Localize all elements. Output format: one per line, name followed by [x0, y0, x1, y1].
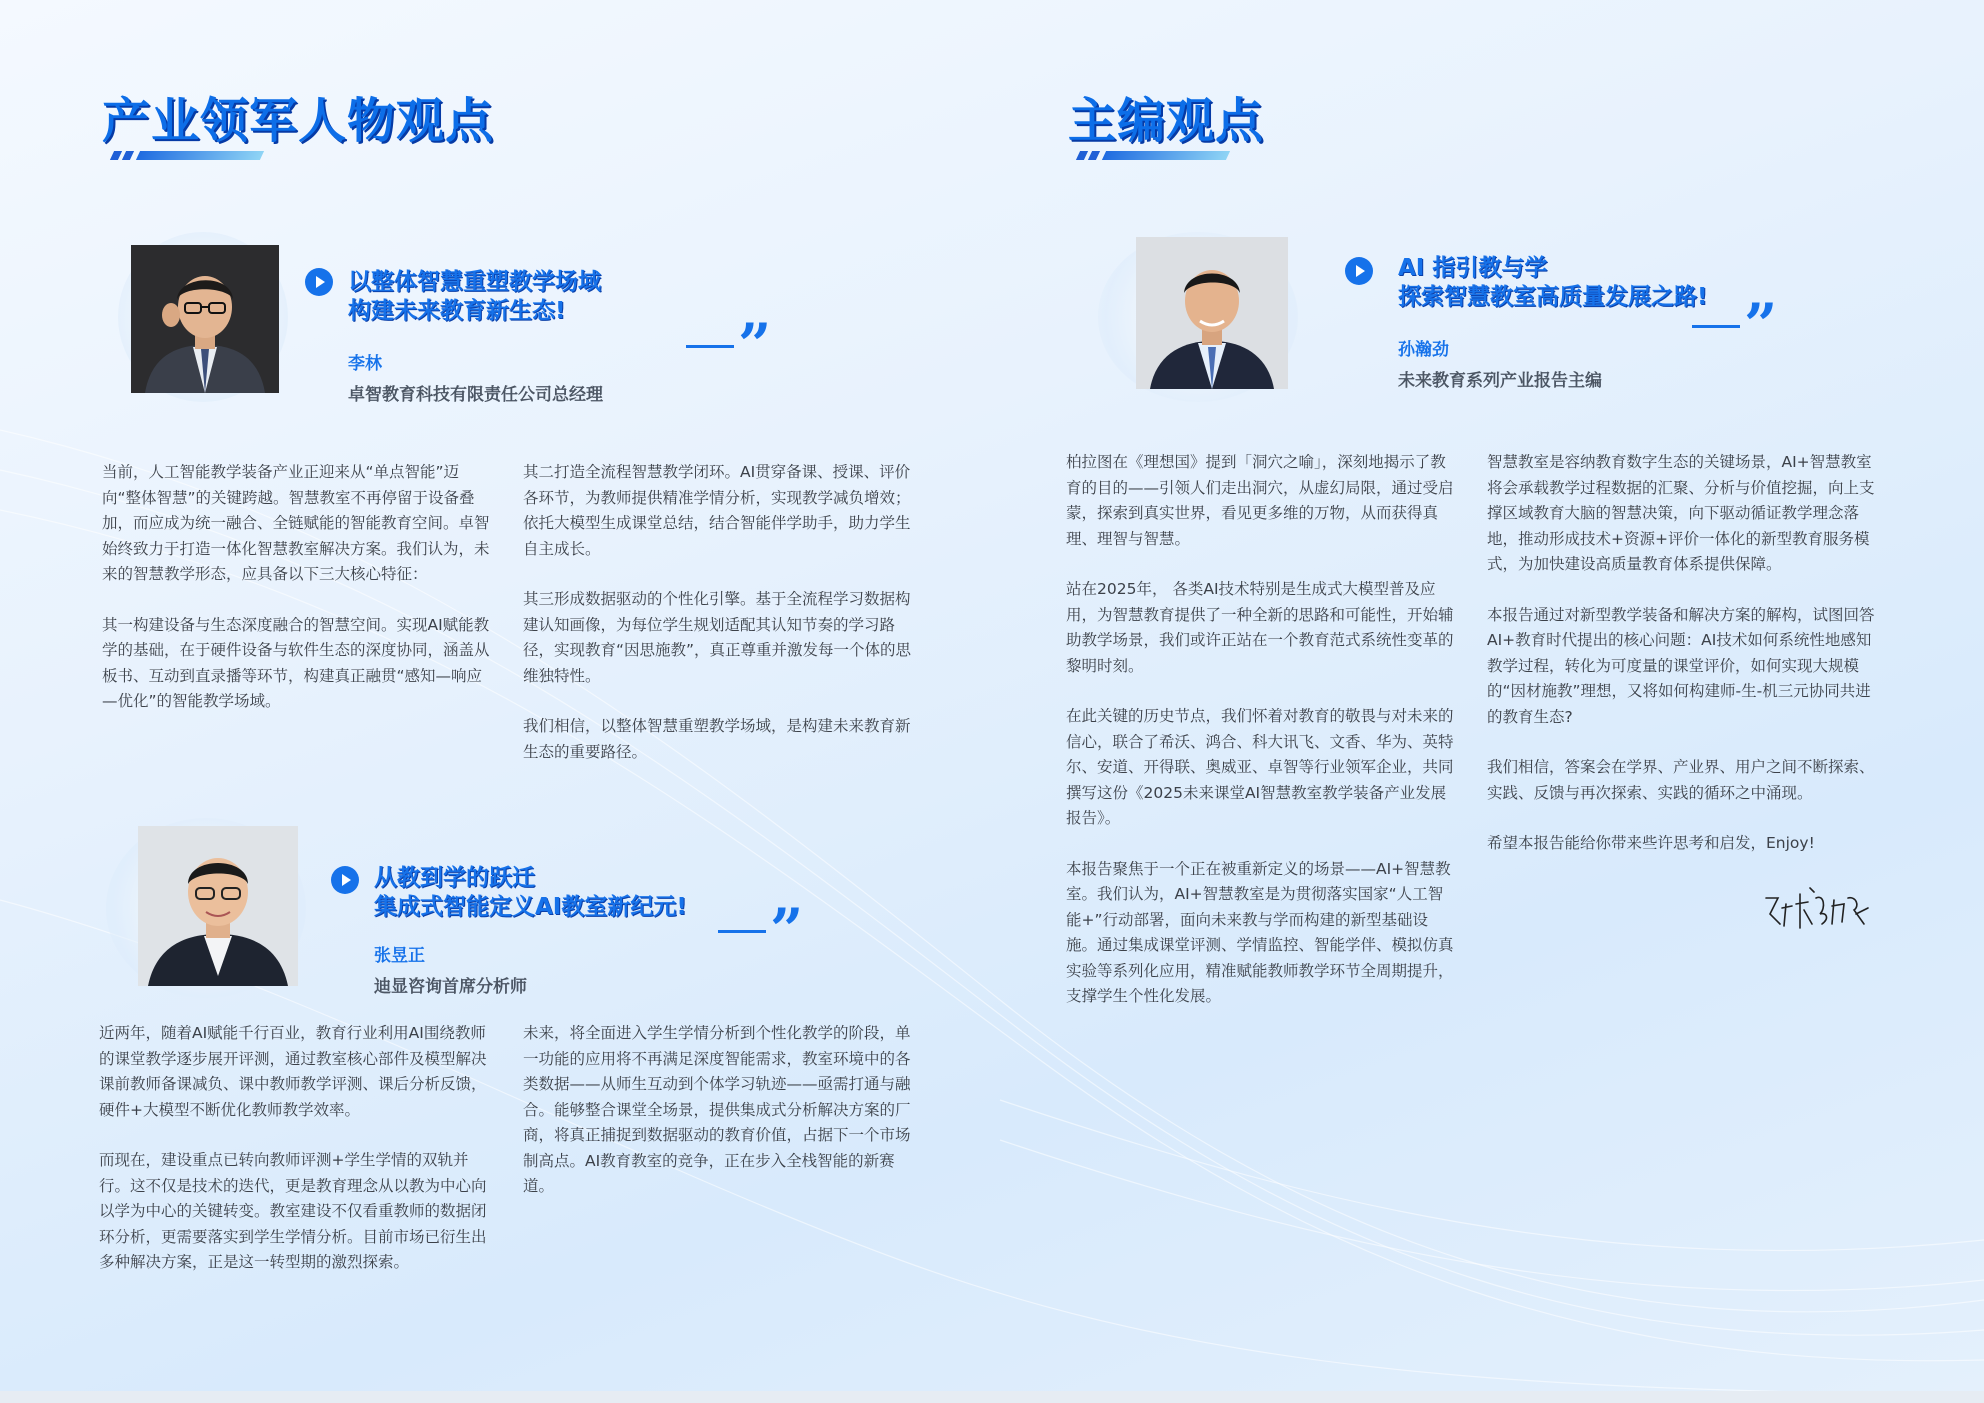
quote-mark-icon: ”	[718, 915, 803, 947]
quote-mark-icon: ”	[1692, 310, 1777, 342]
paragraph: 其二打造全流程智慧教学闭环。AI贯穿备课、授课、评价各环节，为教师提供精准学情分析，实现教学减负增效；依托大模型生成课堂总结，结合智能伴学助手，助力学生自主成长。	[523, 463, 911, 558]
person-name: 孙瀚劲	[1398, 340, 1449, 360]
paragraph: 希望本报告能给你带来些许思考和启发，Enjoy!	[1487, 834, 1815, 852]
paragraph: 智慧教室是容纳教育数字生态的关键场景，AI+智慧教室将会承载教学过程数据的汇聚、分析与价值挖掘，向上支撑区域教育大脑的智慧决策，向下驱动循证教学理念落地，推动形成技术+资源+评价一体化的新型教育服务模式，为加快建设高质量教育体系提供保障。	[1487, 453, 1875, 573]
paragraph: 站在2025年， 各类AI技术特别是生成式大模型普及应用，为智慧教育提供了一种全新的思路和可能性，开始辅助教学场景，我们或许正站在一个教育范式系统性变革的黎明时刻。	[1066, 580, 1454, 675]
right-section-title: 主编观点	[1068, 93, 1265, 149]
person-role: 未来教育系列产业报告主编	[1398, 371, 1602, 391]
bottom-strip	[0, 1391, 1984, 1403]
play-icon	[305, 268, 333, 296]
editor-text-col-1	[1066, 450, 1458, 1035]
quote-mark-icon: ”	[686, 330, 771, 362]
person-name: 张昱正	[374, 946, 425, 966]
headline-line-2: 探索智慧教室高质量发展之路!	[1398, 284, 1708, 310]
zhang-text-col-1	[99, 1021, 489, 1301]
play-icon	[331, 866, 359, 894]
avatar-li-lin	[131, 245, 279, 393]
play-icon	[1345, 257, 1373, 285]
paragraph: 当前，人工智能教学装备产业正迎来从“单点智能”迈向“整体智慧”的关键跨越。智慧教室不再停留于设备叠加，而应成为统一融合、全链赋能的智能教育空间。卓智始终致力于打造一体化智慧教室解决方案。我们认为，未来的智慧教学形态，应具备以下三大核心特征：	[102, 463, 490, 583]
li-lin-text-col-1	[102, 460, 492, 740]
paragraph: 近两年，随着AI赋能千行百业，教育行业利用AI围绕教师的课堂教学逐步展开评测，通过教室核心部件及模型解决课前教师备课减负、课中教师教学评测、课后分析反馈，硬件+大模型不断优化教师教学效率。	[99, 1024, 487, 1119]
paragraph: 其三形成数据驱动的个性化引擎。基于全流程学习数据构建认知画像，为每位学生规划适配其认知节奏的学习路径，实现教育“因思施教”，真正尊重并激发每一个体的思维独特性。	[523, 590, 912, 685]
headline-line-1: 以整体智慧重塑教学场域	[348, 269, 601, 295]
paragraph: 柏拉图在《理想国》提到「洞穴之喻」，深刻地揭示了教育的目的——引领人们走出洞穴，从虚幻局限，通过受启蒙，探索到真实世界，看见更多维的万物，从而获得真理、理智与智慧。	[1066, 453, 1454, 548]
paragraph: 而现在，建设重点已转向教师评测+学生学情的双轨并行。这不仅是技术的迭代，更是教育理念从以教为中心向以学为中心的关键转变。教室建设不仅看重教师的数据闭环分析，更需要落实到学生学情分析。目前市场已衍生出多种解决方案，正是这一转型期的激烈探索。	[99, 1151, 487, 1271]
headline-line-1: 从教到学的跃迁	[374, 865, 535, 891]
left-title-underline	[112, 151, 262, 160]
paragraph: 本报告通过对新型教学装备和解决方案的解构，试图回答AI+教育时代提出的核心问题：AI技术如何系统性地感知教学过程，转化为可度量的课堂评价，如何实现大规模的“因材施教”理想，又将如何构建师-生-机三元协同共进的教育生态?	[1487, 605, 1875, 726]
avatar-zhang-yuzheng	[138, 826, 298, 986]
paragraph: 其一构建设备与生态深度融合的智慧空间。实现AI赋能教学的基础，在于硬件设备与软件生态的深度协同，涵盖从板书、互动到直录播等环节，构建真正融贯“感知—响应—优化”的智能教学场域。	[102, 615, 490, 710]
person-name: 李林	[348, 354, 382, 374]
paragraph: 未来，将全面进入学生学情分析到个性化教学的阶段，单一功能的应用将不再满足深度智能需求，教室环境中的各类数据——从师生互动到个体学习轨迹——亟需打通与融合。能够整合课堂全场景，提供集成式分析解决方案的厂商，将真正捕捉到数据驱动的教育价值，占据下一个市场制高点。AI教育教室的竞争，正在步入全栈智能的新赛道。	[523, 1024, 911, 1195]
avatar-sun-hanjin	[1136, 237, 1288, 389]
li-lin-text-col-2	[523, 460, 913, 790]
editor-text-col-2	[1487, 450, 1879, 882]
paragraph: 我们相信，以整体智慧重塑教学场域，是构建未来教育新生态的重要路径。	[523, 717, 911, 761]
paragraph: 本报告聚焦于一个正在被重新定义的场景——AI+智慧教室。我们认为，AI+智慧教室是为贯彻落实国家“人工智能+”行动部署，面向未来教与学而构建的新型基础设施。通过集成课堂评测、学情监控、智能学伴、模拟仿真实验等系列化应用，精准赋能教师教学环节全周期提升，支撑学生个性化发展。	[1066, 859, 1454, 1005]
person-role: 迪显咨询首席分析师	[374, 977, 527, 997]
handwritten-signature	[1760, 884, 1876, 934]
left-section-title: 产业领军人物观点	[102, 93, 495, 149]
headline-line-2: 集成式智能定义AI教室新纪元!	[374, 894, 687, 920]
headline-line-2: 构建未来教育新生态!	[348, 298, 566, 324]
headline-line-1: AI 指引教与学	[1398, 255, 1548, 281]
right-title-underline	[1078, 151, 1228, 160]
paragraph: 在此关键的历史节点，我们怀着对教育的敬畏与对未来的信心，联合了希沃、鸿合、科大讯飞、文香、华为、英特尔、安道、开得联、奥威亚、卓智等行业领军企业，共同撰写这份《2025未来课堂AI智慧教室教学装备产业发展报告》。	[1066, 707, 1454, 827]
zhang-text-col-2	[523, 1021, 913, 1225]
person-role: 卓智教育科技有限责任公司总经理	[348, 385, 603, 405]
paragraph: 我们相信，答案会在学界、产业界、用户之间不断探索、实践、反馈与再次探索、实践的循环之中涌现。	[1487, 758, 1875, 802]
